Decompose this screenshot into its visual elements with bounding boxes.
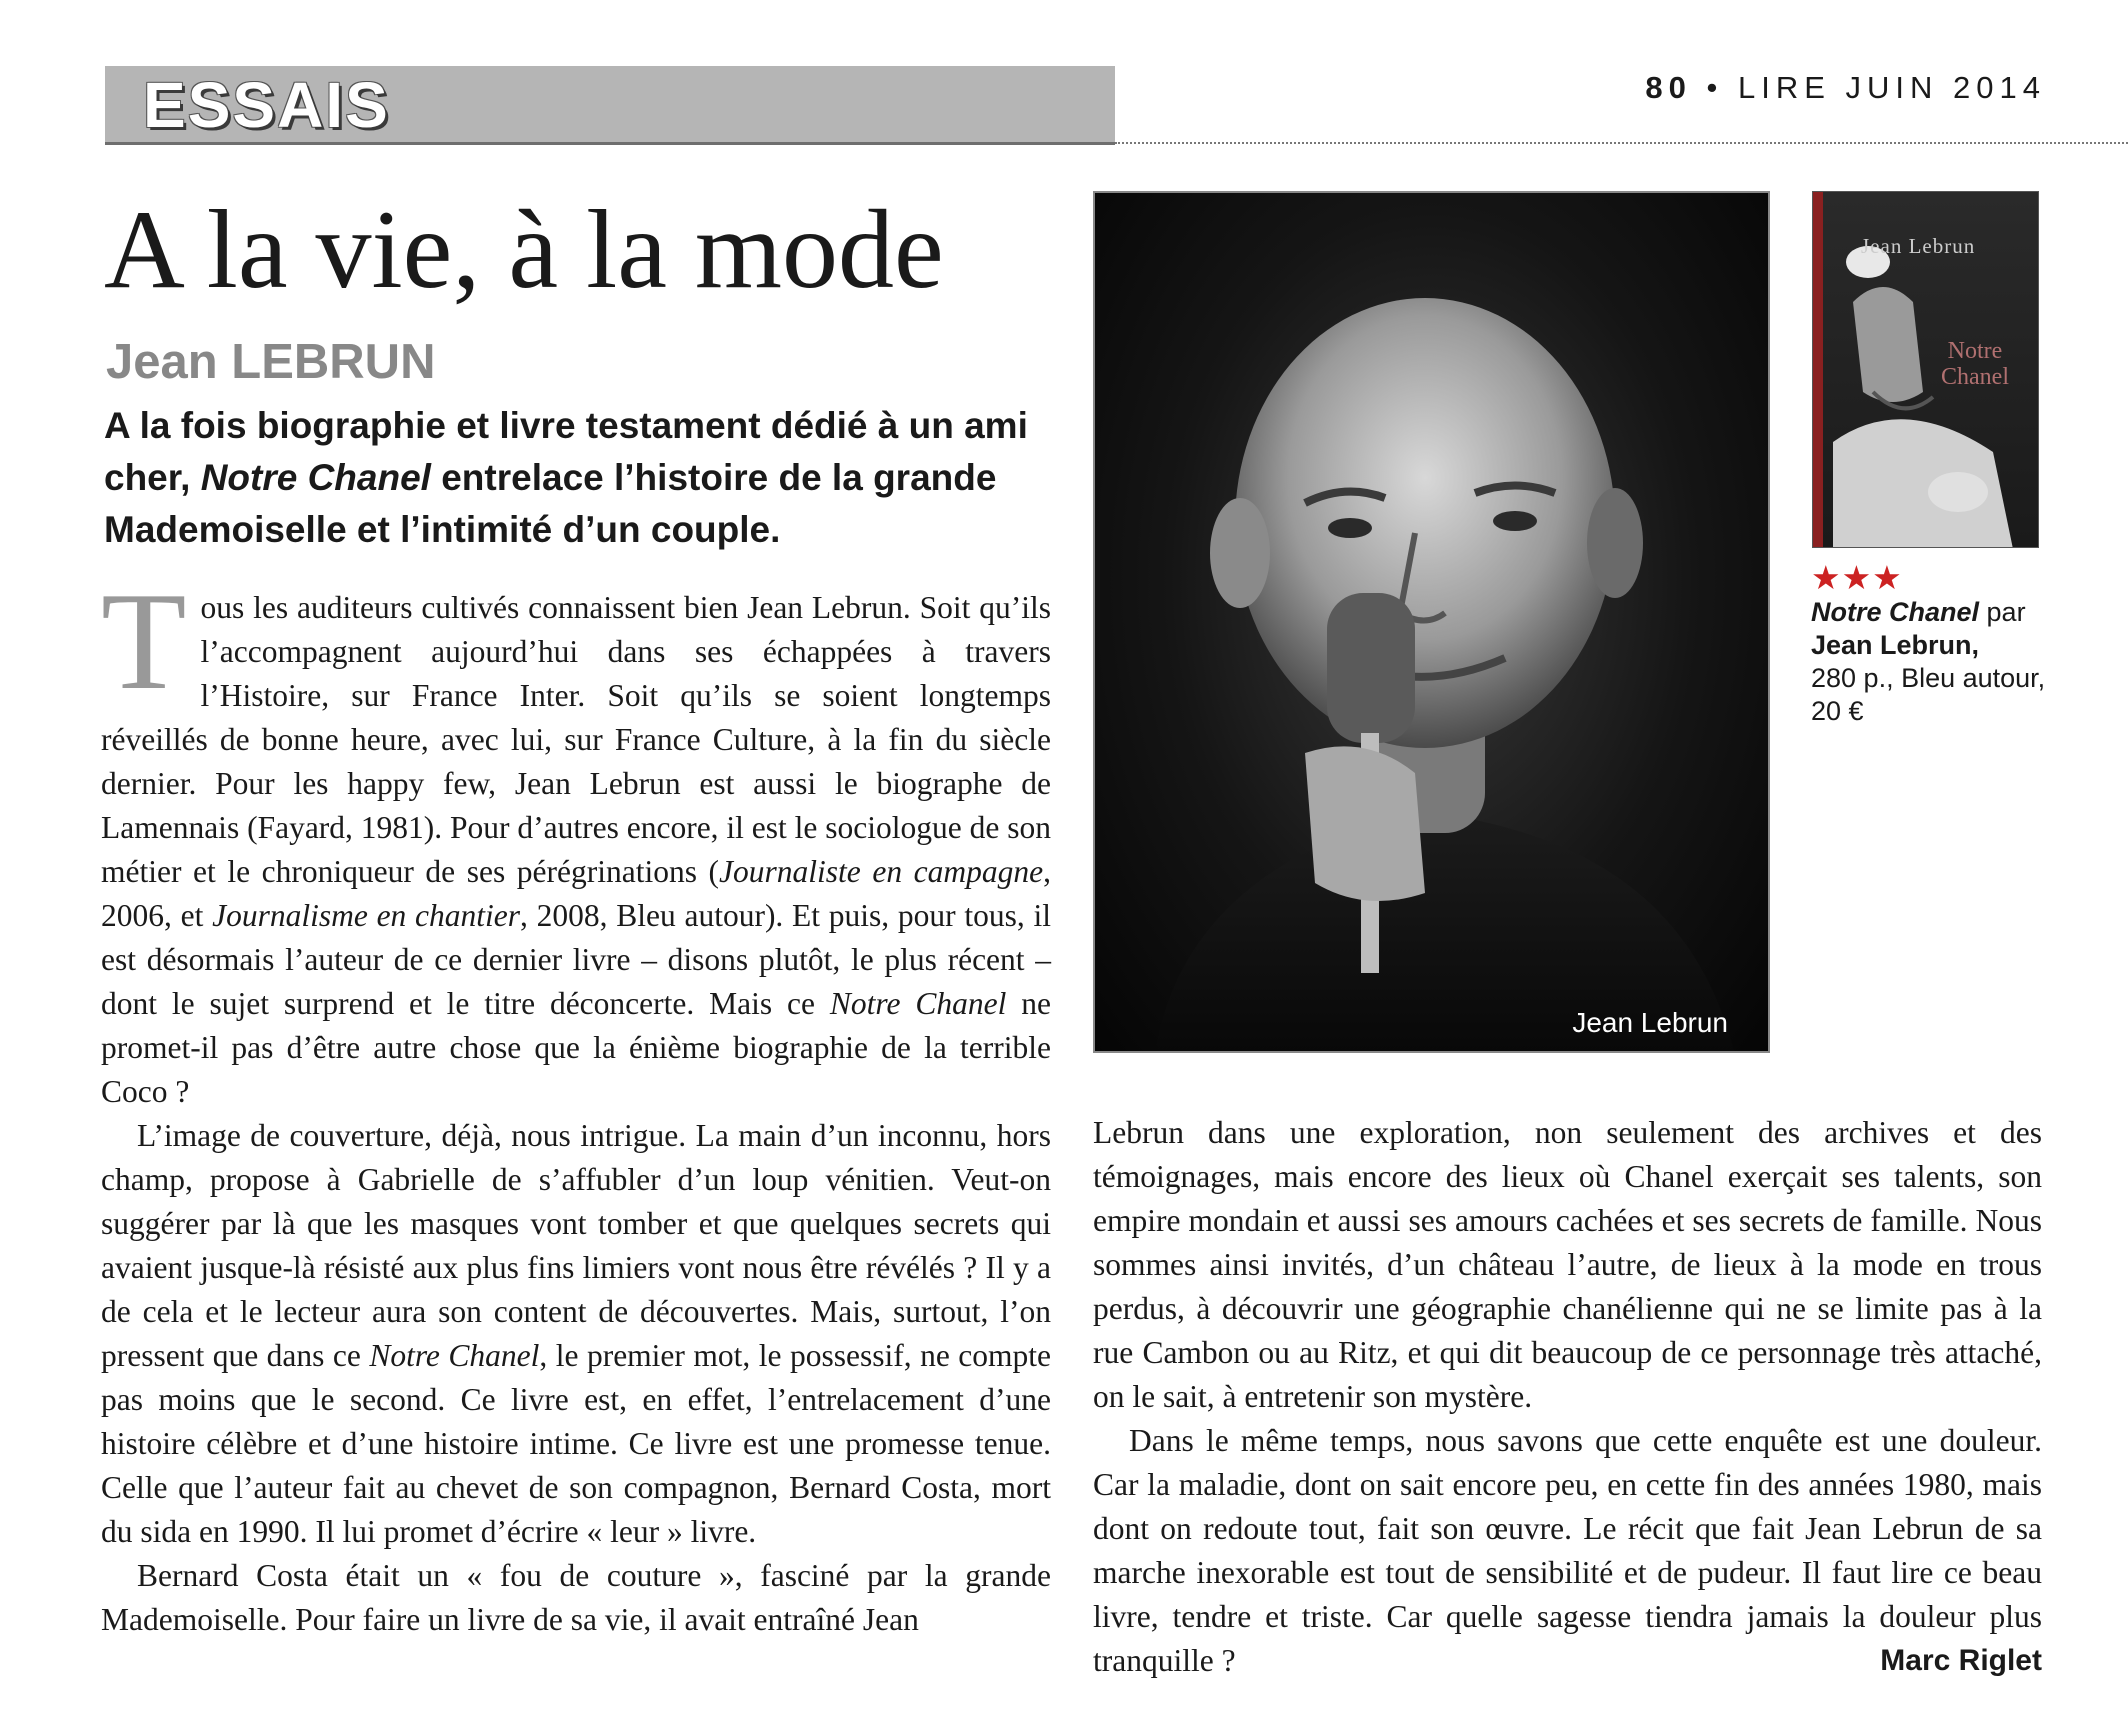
- standfirst-book-title: Notre Chanel: [200, 457, 431, 498]
- standfirst-part2: entrelace l’histoire de la grande Mademoiselle et l’intimité d’un couple.: [104, 457, 997, 550]
- book-cover-image: [1812, 191, 2039, 548]
- book-author-heading: Jean LEBRUN: [106, 335, 436, 389]
- page-number: 80: [1645, 70, 1692, 105]
- article-standfirst: [104, 400, 1064, 556]
- rubric-label: ESSAIS: [143, 69, 390, 141]
- cover-title-line1: Notre: [1947, 338, 2003, 364]
- drop-cap: T: [101, 564, 187, 719]
- article-signature: Marc Riglet: [1880, 1644, 2042, 1677]
- standfirst-part1: A la fois biographie et livre testament dédié à un ami cher,: [104, 405, 1028, 498]
- p1-italic-2: Journalisme en chantier: [212, 898, 521, 933]
- author-photo: [1093, 191, 1770, 1053]
- p4-text: Dans le même temps, nous savons que cette enquête est une douleur. Car la maladie, dont on sait encore peu, en cette fin des années 1980, mais dont on redoute tout, fait son œuvre. Le récit que fait Jean Lebrun de sa marche inexorable est tout de sensibilité et de pudeur. Il faut lire ce beau livre, tendre et triste. Car quelle sagesse tiendra jamais la douleur plus tranquille ?: [1093, 1423, 2042, 1678]
- paragraph-4: [1093, 1419, 2042, 1683]
- p1-text-b: , 2006, et: [101, 854, 1051, 933]
- p2-italic-1: Notre Chanel: [369, 1338, 540, 1373]
- book-by: par: [1979, 597, 2026, 627]
- p1-text-c: , 2008, Bleu autour). Et puis, pour tous, il est désormais l’auteur de ce dernier livre – disons plutôt, le plus récent – dont le sujet surprend et le titre déconcerte. Mais ce: [101, 898, 1052, 1021]
- paragraph-3: Bernard Costa était un « fou de couture », fasciné par la grande Mademoiselle. Pour faire un livre de sa vie, il avait entraîné Jean: [101, 1558, 1051, 1637]
- cover-title-line2: Chanel: [1941, 364, 2009, 390]
- cover-author: Jean Lebrun: [1861, 234, 1976, 258]
- cover-title: [1941, 338, 2009, 390]
- article-title: A la vie, à la mode: [104, 188, 944, 312]
- section-rubric: [105, 66, 1115, 145]
- rating-stars-icon: ★★★: [1811, 558, 1903, 597]
- p1-italic-3: Notre Chanel: [829, 986, 1007, 1021]
- paragraph-3-continued: Lebrun dans une exploration, non seulement des archives et des témoignages, mais encore des lieux où Chanel exerçait ses talents, son empire mondain et aussi ses amours cachées et ses secrets de famille. Nous sommes ainsi invités, d’un château l’autre, de lieux à la mode en trous perdus, à découvrir une géographie chanélienne qui ne se limite pas à la rue Cambon ou au Ritz, et qui dit beaucoup de ce personnage très attaché, on le sait, à entretenir son mystère.: [1093, 1115, 2042, 1414]
- body-column-1: [101, 564, 1052, 1642]
- photo-caption: Jean Lebrun: [1572, 1007, 1728, 1038]
- p1-italic-1: Journaliste en campagne: [719, 854, 1044, 889]
- body-column-2: [1093, 1111, 2042, 1683]
- header-dotted-rule: [1115, 142, 2128, 144]
- book-info: [1811, 596, 2051, 728]
- paragraph-2: [101, 1114, 1051, 1554]
- publication-date: LIRE JUIN 2014: [1738, 70, 2046, 105]
- book-details: 280 p., Bleu autour, 20 €: [1811, 663, 2046, 726]
- book-title: Notre Chanel: [1811, 597, 1980, 627]
- p2-text-a: L’image de couverture, déjà, nous intrigue. La main d’un inconnu, hors champ, propose à Gabrielle de s’affubler d’un loup vénitien. Veut-on suggérer par là que les masques vont tomber et que quelques secrets qui avaient jusque-là résisté aux plus fins limiers vont nous être révélés ? Il y a de cela et le lecteur aura son content de découvertes. Mais, surtout, l’on pressent que dans ce: [101, 1118, 1051, 1373]
- book-author: Jean Lebrun,: [1811, 630, 1980, 660]
- paragraph-1: [101, 564, 1052, 1114]
- author-portrait-image: [1095, 193, 1770, 1053]
- folio-separator: •: [1706, 70, 1724, 105]
- p2-text-b: , le premier mot, le possessif, ne compte pas moins que le second. Ce livre est, en effet, l’entrelacement d’une histoire célèbre et d’une histoire intime. Ce livre est une promesse tenue. Celle que l’auteur fait au chevet de son compagnon, Bernard Costa, mort du sida en 1990. Il lui promet d’écrire « leur » livre.: [101, 1338, 1051, 1549]
- p1-text-a: ous les auditeurs cultivés connaissent bien Jean Lebrun. Soit qu’ils l’accompagnent aujourd’hui dans ses échappées à travers l’Histoire, sur France Inter. Soit qu’ils se soient longtemps réveillés de bonne heure, avec lui, sur France Culture, à la fin du siècle dernier. Pour les happy few, Jean Lebrun est aussi le biographe de Lamennais (Fayard, 1981). Pour d’autres encore, il est le sociologue de son métier et le chroniqueur de ses pérégrinations (: [101, 590, 1051, 889]
- p1-text-d: ne promet-il pas d’être autre chose que la énième biographie de la terrible Coco ?: [101, 986, 1052, 1109]
- page-folio: [1645, 70, 2046, 106]
